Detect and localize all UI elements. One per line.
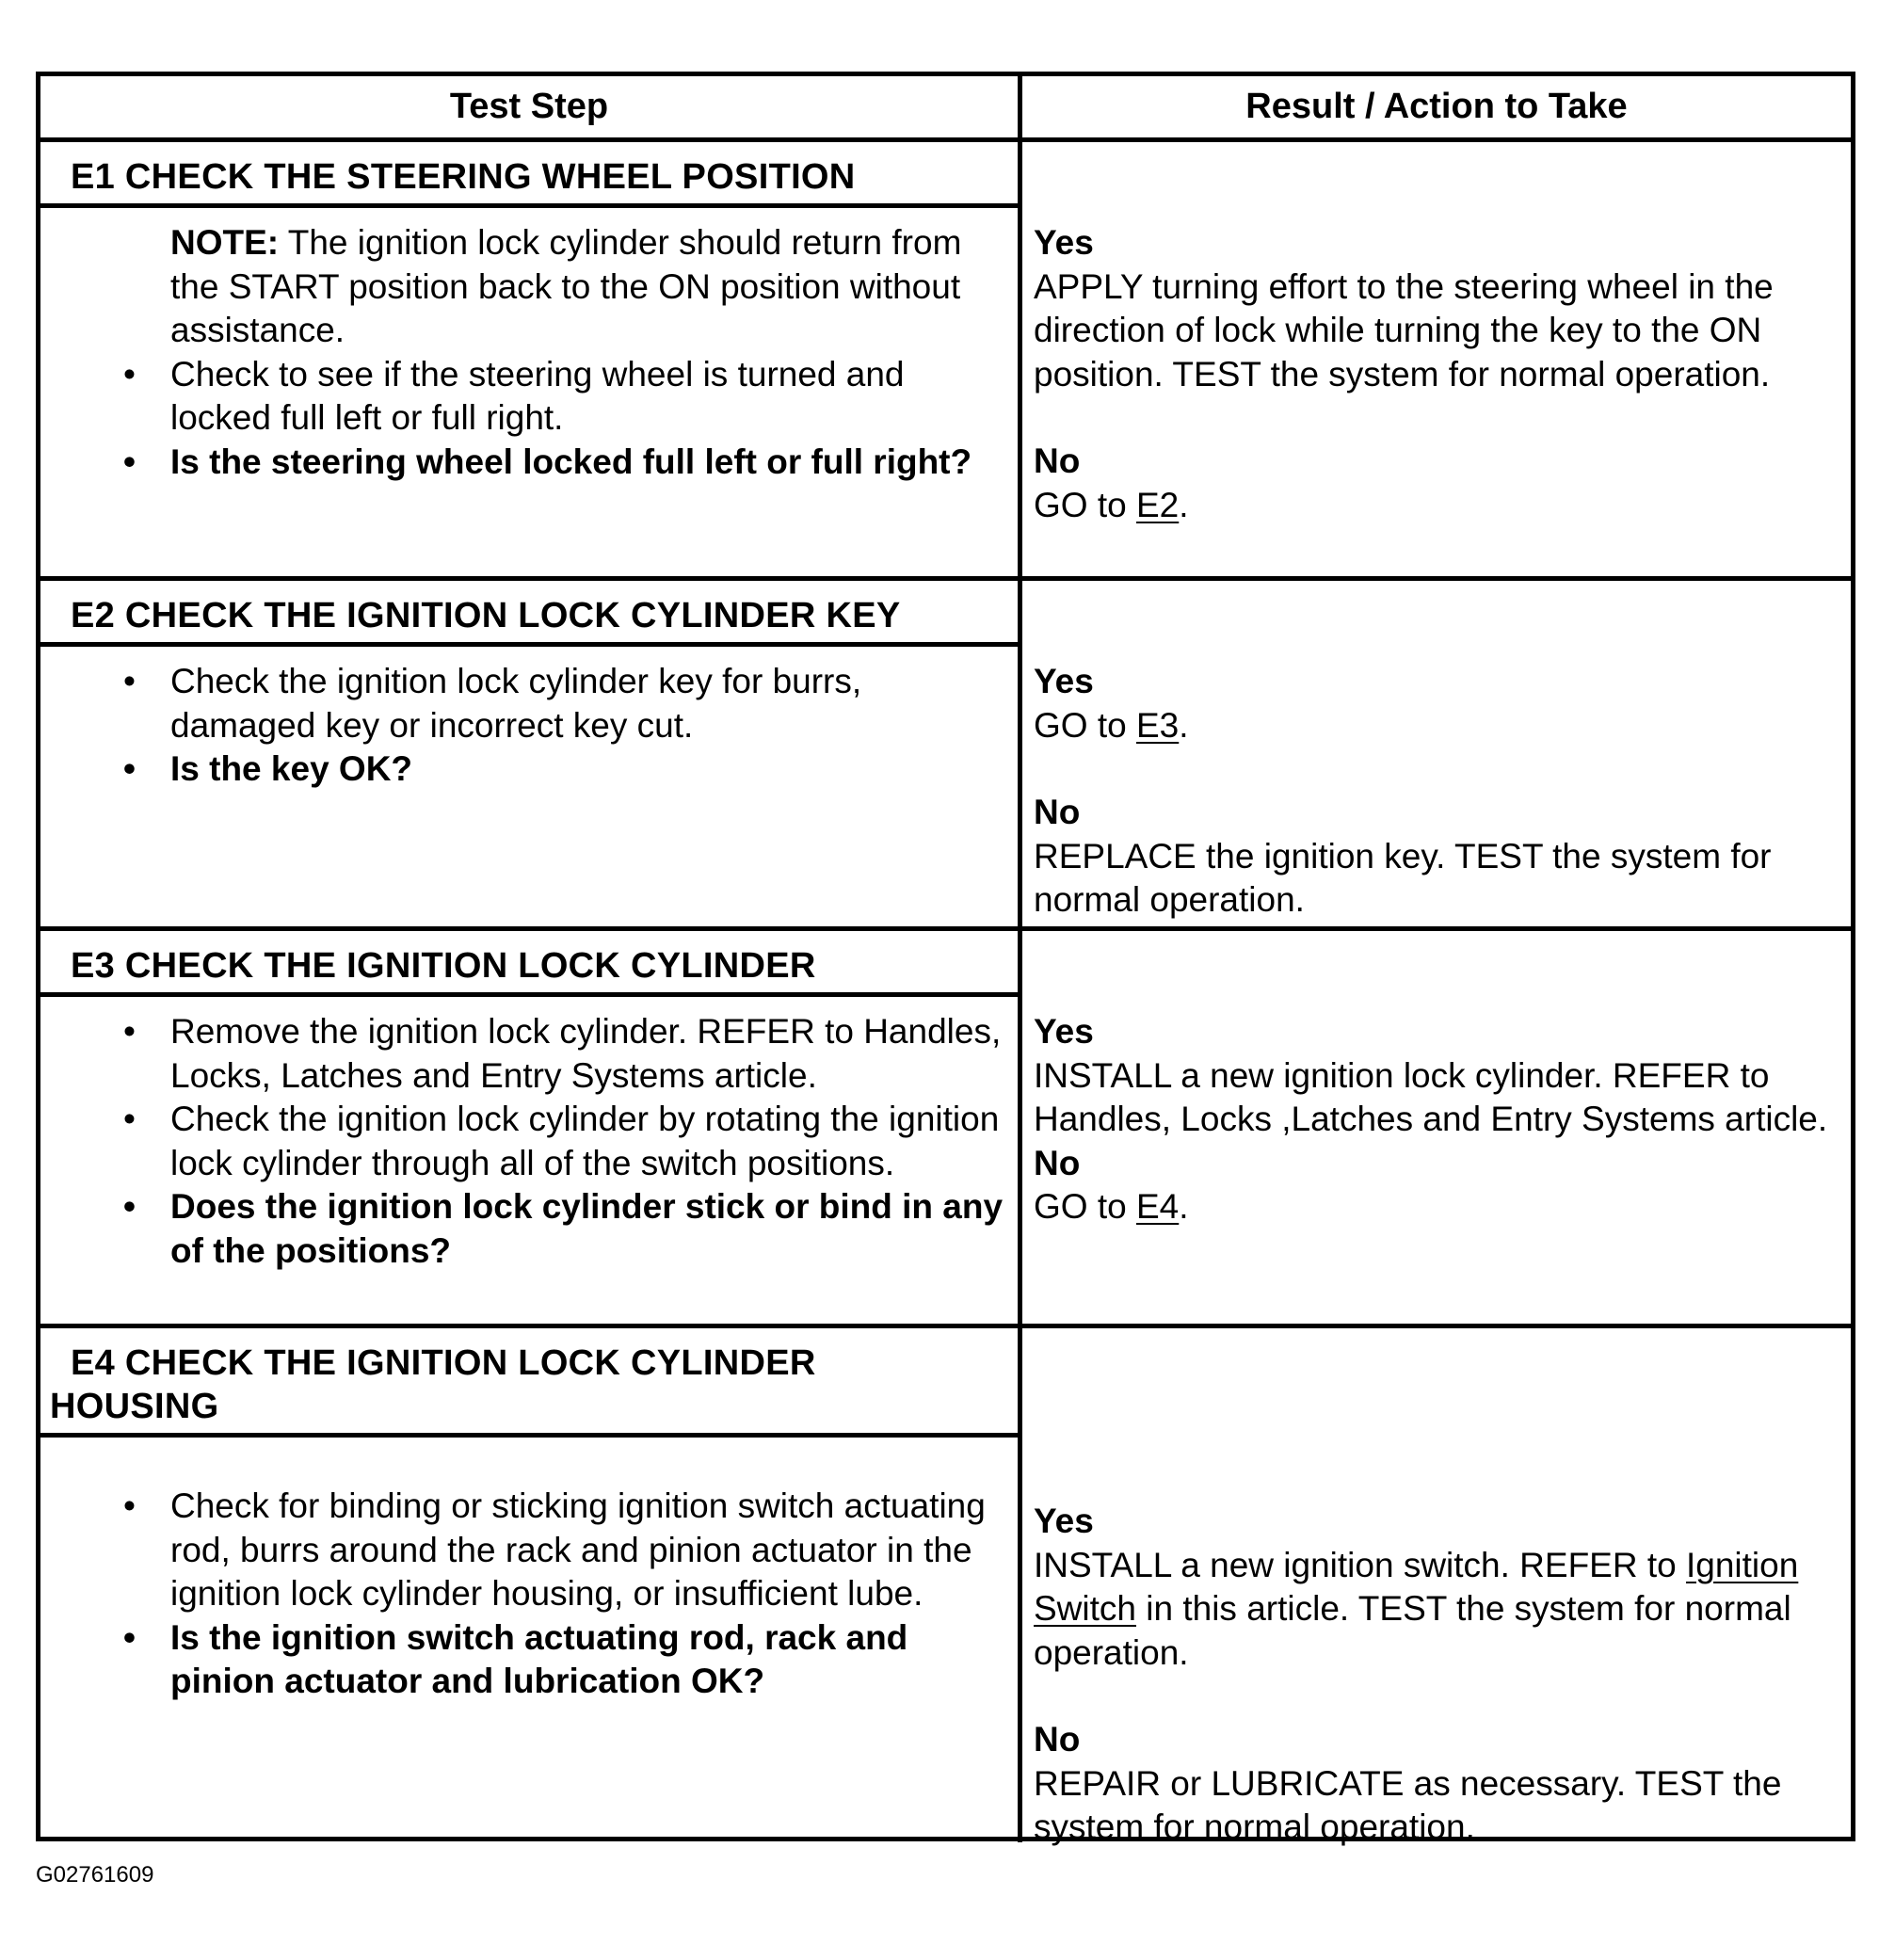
step-e1-question: • Is the steering wheel locked full left or full right? (40, 441, 1008, 485)
result-e4-yes-prefix: INSTALL a new ignition switch. REFER to (1034, 1545, 1677, 1584)
step-e4-title-line2: HOUSING (50, 1387, 219, 1426)
result-e1-no-label: No (1034, 442, 1081, 480)
result-e1-no-suffix: . (1179, 485, 1189, 524)
result-e3-yes-label: Yes (1034, 1012, 1094, 1051)
step-e4-title-line1: E4 CHECK THE IGNITION LOCK CYLINDER (71, 1343, 816, 1383)
step-e3-title: E3 CHECK THE IGNITION LOCK CYLINDER (40, 931, 1018, 997)
header-result-action: Result / Action to Take (1022, 76, 1851, 142)
result-e3-no-suffix: . (1179, 1187, 1189, 1226)
step-e3 (40, 931, 1022, 1328)
figure-id: G02761609 (36, 1862, 154, 1888)
step-e2-body (40, 647, 1018, 926)
result-e1 (1022, 142, 1851, 581)
note-label: NOTE: (170, 223, 280, 262)
result-e1-no-prefix: GO to (1034, 485, 1127, 524)
result-e4 (1022, 1328, 1851, 1846)
result-e2-yes-label: Yes (1034, 662, 1094, 700)
result-e2-yes-prefix: GO to (1034, 705, 1127, 745)
step-e4-body (40, 1438, 1018, 1842)
step-e4 (40, 1328, 1022, 1842)
step-e3-question: • Does the ignition lock cylinder stick or bind in any of the positions? (40, 1185, 1008, 1273)
step-e1-bullet-1: • Check to see if the steering wheel is turned and locked full left or full right. (40, 353, 1008, 441)
result-e2-no-label: No (1034, 793, 1081, 831)
header-test-step: Test Step (40, 76, 1022, 142)
step-e2-title: E2 CHECK THE IGNITION LOCK CYLINDER KEY (40, 581, 1018, 647)
step-e4-title (40, 1328, 1018, 1438)
result-e4-no-text: REPAIR or LUBRICATE as necessary. TEST the system for normal operation. (1034, 1763, 1782, 1846)
step-e2-question: • Is the key OK? (40, 747, 1008, 792)
step-e4-question: • Is the ignition switch actuating rod, rack and pinion actuator and lubrication OK? (40, 1616, 1008, 1704)
step-e2 (40, 581, 1022, 931)
note-text: The ignition lock cylinder should return from the START position back to the ON position without assistance. (170, 223, 962, 349)
link-ignition-switch[interactable]: Ignition Switch (1034, 1545, 1799, 1628)
result-e3 (1022, 931, 1851, 1328)
result-e4-no-label: No (1034, 1720, 1081, 1759)
step-e1 (40, 142, 1022, 581)
result-e3-no-prefix: GO to (1034, 1187, 1127, 1226)
step-e3-bullet-2: • Check the ignition lock cylinder by rotating the ignition lock cylinder through all of the switch positions. (40, 1098, 1008, 1185)
result-e2 (1022, 581, 1851, 931)
link-e3[interactable]: E3 (1135, 705, 1180, 745)
step-e1-note (40, 221, 1008, 353)
result-e3-no-label: No (1034, 1143, 1081, 1182)
step-e2-bullet-1: • Check the ignition lock cylinder key for burrs, damaged key or incorrect key cut. (40, 660, 1008, 747)
result-e3-yes-text: INSTALL a new ignition lock cylinder. REFER to Handles, Locks ,Latches and Entry Systems article. (1034, 1055, 1828, 1138)
result-e1-yes-text: APPLY turning effort to the steering wheel in the direction of lock while turning the key to the ON position. TEST the system for normal operation. (1034, 266, 1774, 394)
step-e4-bullet-1: • Check for binding or sticking ignition switch actuating rod, burrs around the rack and pinion actuator in the ignition lock cylinder housing, or insufficient lube. (40, 1485, 1008, 1616)
step-e3-body (40, 997, 1018, 1324)
result-e2-yes-suffix: . (1179, 705, 1189, 745)
diagnostic-table (36, 72, 1855, 1846)
step-e3-bullet-1: • Remove the ignition lock cylinder. REFER to Handles, Locks, Latches and Entry Systems article. (40, 1010, 1008, 1098)
step-e1-title: E1 CHECK THE STEERING WHEEL POSITION (40, 142, 1018, 208)
result-e1-yes-label: Yes (1034, 223, 1094, 262)
result-e4-yes-label: Yes (1034, 1502, 1094, 1540)
link-e2[interactable]: E2 (1135, 485, 1180, 524)
step-e1-body (40, 208, 1018, 576)
result-e2-no-text: REPLACE the ignition key. TEST the system for normal operation. (1034, 836, 1772, 919)
result-e4-yes-suffix: in this article. TEST the system for normal operation. (1034, 1589, 1791, 1672)
link-e4[interactable]: E4 (1135, 1187, 1180, 1226)
